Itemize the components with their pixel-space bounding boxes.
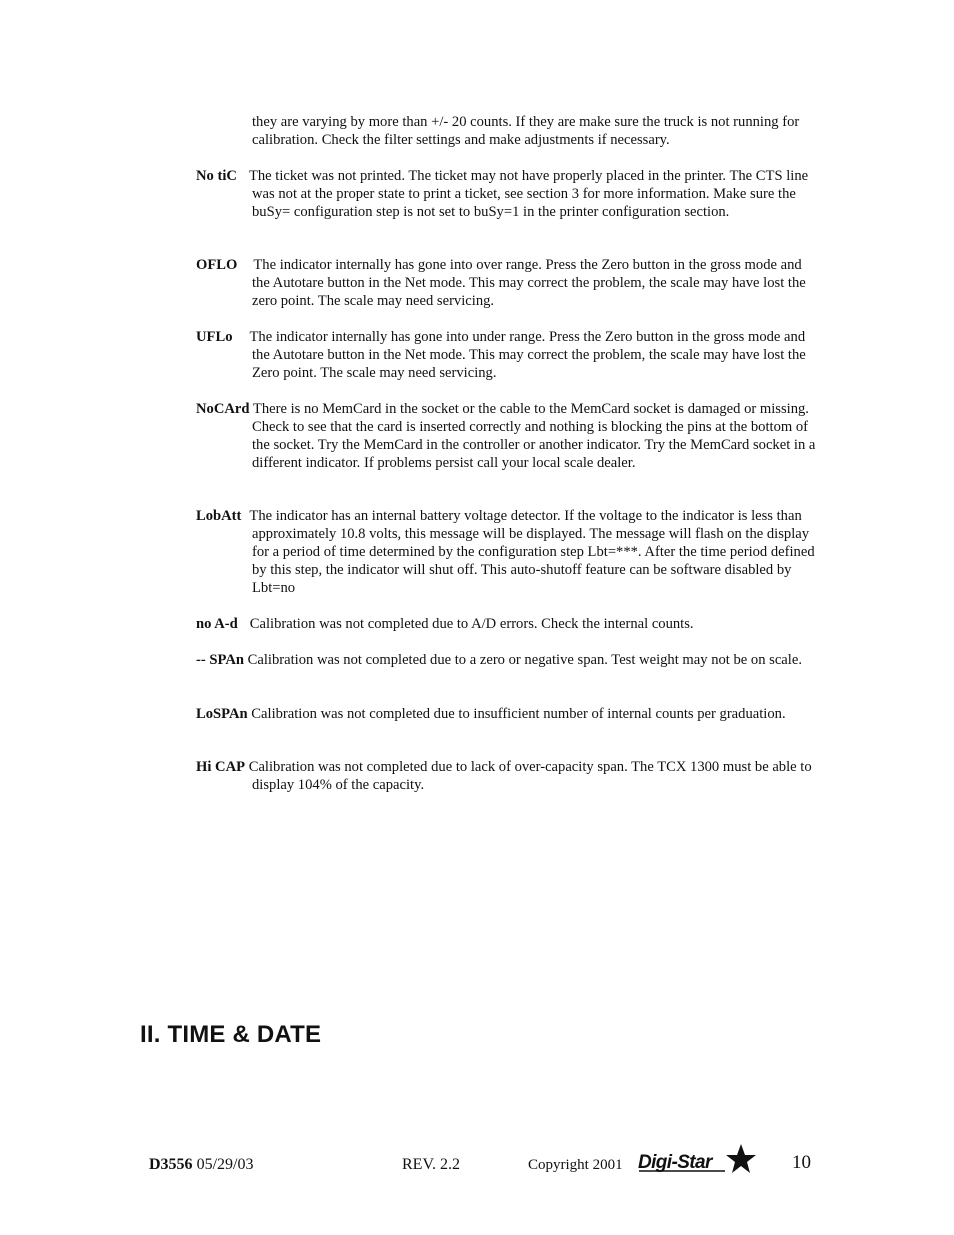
footer-doc-info	[149, 1155, 253, 1175]
error-description: Calibration was not completed due to lack of over-capacity span. The TCX 1300 must be able to display 104% of the capacity.	[248, 759, 812, 793]
error-description: The ticket was not printed. The ticket may not have properly placed in the printer. The CTS line was not at the proper state to print a ticket, see section 3 for more information. Make sure the buSy= configuration step is not set to buSy=1 in the printer configuration section.	[248, 168, 809, 220]
continuation-text: they are varying by more than +/- 20 counts. If they are make sure the truck is not running for calibration. Check the filter settings and make adjustments if necessary.	[252, 114, 800, 148]
error-code: LobAtt	[196, 508, 242, 524]
error-description: Calibration was not completed due to A/D errors. Check the internal counts.	[249, 616, 694, 632]
error-entry-span	[196, 651, 822, 669]
error-description: Calibration was not completed due to insufficient number of internal counts per graduation.	[251, 706, 786, 722]
error-code: LoSPAn	[196, 706, 248, 722]
error-entry-hi-cap	[196, 758, 822, 794]
revision: REV. 2.2	[402, 1156, 460, 1173]
doc-number: D3556	[149, 1156, 193, 1173]
error-entry-no-a-d	[196, 615, 822, 633]
error-entry-uflo	[196, 328, 822, 382]
error-entry-oflo	[196, 256, 822, 310]
error-code: UFLo	[196, 329, 233, 345]
error-code: Hi CAP	[196, 759, 246, 775]
error-entry-nocard	[196, 400, 822, 472]
error-code: -- SPAn	[196, 652, 244, 668]
error-description: The indicator internally has gone into over range. Press the Zero button in the gross mode and the Autotare button in the Net mode. This may correct the problem, the scale may have lost the zero point. The scale may need servicing.	[252, 257, 806, 309]
error-entry-lospan	[196, 705, 822, 723]
error-description: Calibration was not completed due to a zero or negative span. Test weight may not be on scale.	[247, 652, 802, 668]
error-code: no A-d	[196, 616, 238, 632]
section-heading: II. TIME & DATE	[140, 1021, 322, 1048]
page-number: 10	[792, 1152, 811, 1173]
logo-text: Digi-Star	[638, 1152, 712, 1173]
error-description: The indicator has an internal battery voltage detector. If the voltage to the indicator is less than approximately 10.8 volts, this message will be displayed. The message will flash on the display for a period of time determined by the configuration step Lbt=***. After the time period defined by this step, the indicator will shut off. This auto-shutoff feature can be software disabled by Lbt=no	[249, 508, 815, 596]
error-description: There is no MemCard in the socket or the cable to the MemCard socket is damaged or missing. Check to see that the card is inserted correctly and nothing is blocking the pins at the bottom of the socket. Try the MemCard in the controller or another indicator. Try the MemCard socket in a different indicator. If problems persist call your local scale dealer.	[252, 401, 816, 471]
error-code: No tiC	[196, 168, 237, 184]
star-icon	[726, 1144, 756, 1173]
error-entry-lobatt	[196, 507, 822, 597]
error-code: OFLO	[196, 257, 238, 273]
digi-star-logo	[637, 1143, 757, 1175]
doc-date: 05/29/03	[196, 1156, 254, 1173]
copyright: Copyright 2001	[528, 1157, 623, 1173]
error-description: The indicator internally has gone into under range. Press the Zero button in the gross mode and the Autotare button in the Net mode. This may correct the problem, the scale may have lost the Zero point. The scale may need servicing.	[249, 329, 806, 381]
error-code: NoCArd	[196, 401, 250, 417]
error-entry-no-tic	[196, 167, 822, 221]
